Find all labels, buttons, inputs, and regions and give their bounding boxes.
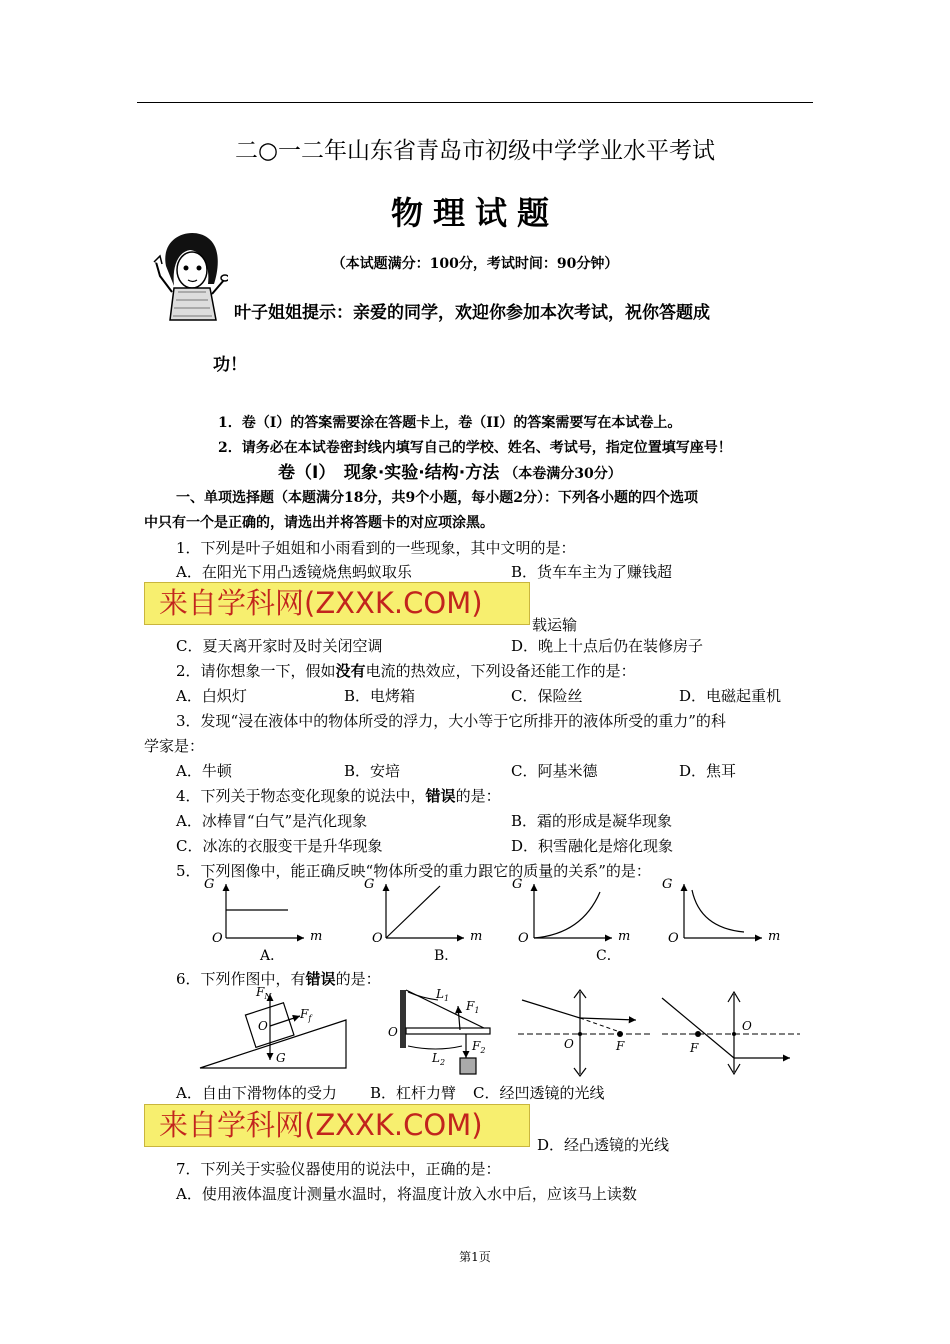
concave-o-label: O (564, 1037, 574, 1051)
subject-title: 物理试题 (390, 194, 559, 232)
graph-c (512, 877, 630, 964)
q7-option-a: A．使用液体温度计测量水温时，将温度计放入水中后，应该马上读数 (176, 1185, 637, 1203)
q4-option-c: C．冰冻的衣服变干是升华现象 (176, 837, 383, 855)
q3-option-d: D．焦耳 (679, 762, 737, 780)
diagram-incline (200, 985, 346, 1068)
q1-option-a: A．在阳光下用凸透镜烧焦蚂蚁取乐 (176, 563, 412, 581)
graph-a-origin: O (212, 931, 223, 946)
graph-b-x-label: m (470, 929, 483, 944)
q6-option-a: A．自由下滑物体的受力 (176, 1084, 337, 1102)
graph-a-label: A． (260, 948, 285, 964)
q1-option-d: D．晚上十点后仍在装修房子 (511, 637, 704, 655)
q1-option-c: C．夏天离开家时及时关闭空调 (176, 637, 383, 655)
q6-option-b: B．杠杆力臂 (370, 1084, 457, 1102)
graph-c-origin: O (518, 931, 529, 946)
section-title: 卷（I） 现象·实验·结构·方法 (278, 463, 500, 483)
graph-b-y-label: G (364, 877, 375, 892)
q2-stem-part: 2．请你想象一下，假如 (176, 662, 336, 680)
concave-f-label: F (616, 1039, 625, 1053)
q2-stem (176, 660, 636, 681)
diagram-lever (388, 987, 490, 1074)
graph-d (662, 877, 780, 946)
graph-c-x-label: m (618, 929, 631, 944)
watermark-banner: 来自学科网(ZXXK.COM) (144, 1104, 530, 1147)
q2-option-b: B．电烤箱 (344, 687, 416, 705)
lever-l2-label: $L_2$ (432, 1051, 446, 1067)
tip-line-1: 叶子姐姐提示：亲爱的同学，欢迎你参加本次考试，祝你答题成 (234, 303, 710, 323)
graph-a-x-label: m (310, 929, 323, 944)
q4-stem (176, 785, 501, 806)
graph-b-label: B． (434, 948, 459, 964)
lever-o-label: O (388, 1025, 398, 1039)
q2-stem-part: 电流的热效应，下列设备还能工作的是： (365, 662, 636, 680)
q6-option-d: D．经凸透镜的光线 (537, 1136, 670, 1154)
note-2: 2．请务必在本试卷密封线内填写自己的学校、姓名、考试号，指定位置填写座号！ (218, 440, 732, 456)
q2-option-c: C．保险丝 (511, 687, 583, 705)
incline-o-label: O (258, 1019, 268, 1033)
q2-option-a: A．白炽灯 (176, 687, 247, 705)
q4-option-d: D．积雪融化是熔化现象 (511, 837, 674, 855)
q3-option-a: A．牛顿 (176, 762, 232, 780)
q5-stem: 5．下列图像中，能正确反映“物体所受的重力跟它的质量的关系”的是： (176, 862, 651, 880)
q4-stem-part: 的是： (455, 787, 501, 805)
note-1: 1．卷（I）的答案需要涂在答题卡上，卷（II）的答案需要写在本试卷上。 (218, 415, 682, 431)
cartoon-girl-illustration (152, 226, 228, 322)
q4-stem-emphasis: 错误 (425, 787, 456, 805)
lever-f2-label: $F_2$ (472, 1039, 486, 1055)
graph-c-curve (534, 892, 600, 938)
incline-fn-label: $F_N$ (256, 985, 272, 1001)
graph-c-label: C． (596, 948, 621, 964)
q2-stem-emphasis: 没有 (335, 662, 366, 680)
part-heading-line-2: 中只有一个是正确的，请选出并将答题卡的对应项涂黑。 (144, 515, 494, 531)
q1-option-b-cont: 载运输 (532, 616, 578, 634)
lever-l1-label: $L_1$ (436, 987, 450, 1003)
exam-meta: （本试题满分：100分，考试时间：90分钟） (331, 256, 619, 272)
incline-g-label: G (276, 1051, 286, 1065)
convex-o-label: O (742, 1019, 752, 1033)
incline-ff-label: $F_f$ (300, 1007, 312, 1023)
graph-a-y-label: G (204, 877, 215, 892)
q3-stem-line-1: 3．发现“浸在液体中的物体所受的浮力，大小等于它所排开的液体所受的重力”的科 (176, 712, 726, 730)
q6-diagrams (196, 984, 806, 1080)
q5-graphs (196, 876, 816, 966)
q1-option-b: B．货车车主为了赚钱超 (511, 563, 673, 581)
tip-line-2: 功！ (213, 355, 247, 375)
page-number: 第1页 (459, 1250, 491, 1264)
graph-a (204, 877, 322, 966)
section-heading (278, 458, 622, 483)
graph-b (364, 877, 482, 964)
graph-b-line (386, 886, 440, 938)
q1-stem: 1．下列是叶子姐姐和小雨看到的一些现象，其中文明的是： (176, 539, 576, 557)
diagram-concave-lens (518, 990, 650, 1076)
graph-d-curve (692, 890, 744, 932)
q3-option-c: C．阿基米德 (511, 762, 598, 780)
top-rule (137, 102, 813, 103)
diagram-convex-lens (662, 992, 800, 1074)
q6-stem-emphasis: 错误 (305, 970, 336, 988)
q4-option-a: A．冰棒冒“白气”是汽化现象 (176, 812, 368, 830)
q6-option-c: C．经凹透镜的光线 (473, 1084, 605, 1102)
convex-f-label: F (690, 1041, 699, 1055)
q6-stem-part: 的是： (335, 970, 381, 988)
q4-stem-part: 4．下列关于物态变化现象的说法中， (176, 787, 426, 805)
watermark-banner: 来自学科网(ZXXK.COM) (144, 582, 530, 625)
section-score: （本卷满分30分） (504, 466, 622, 482)
exam-title: 二○一二年山东省青岛市初级中学学业水平考试 (234, 138, 716, 164)
lever-f1-label: $F_1$ (466, 999, 480, 1015)
graph-d-x-label: m (768, 929, 781, 944)
q3-stem-line-2: 学家是： (144, 737, 205, 755)
graph-b-origin: O (372, 931, 383, 946)
graph-c-y-label: G (512, 877, 523, 892)
graph-d-origin: O (668, 931, 679, 946)
part-heading-line-1: 一、单项选择题（本题满分18分，共9个小题，每小题2分）：下列各小题的四个选项 (176, 490, 698, 506)
q3-option-b: B．安培 (344, 762, 401, 780)
q4-option-b: B．霜的形成是凝华现象 (511, 812, 673, 830)
q2-option-d: D．电磁起重机 (679, 687, 782, 705)
q6-stem-part: 6．下列作图中，有 (176, 970, 306, 988)
q7-stem: 7．下列关于实验仪器使用的说法中，正确的是： (176, 1160, 501, 1178)
graph-d-y-label: G (662, 877, 673, 892)
